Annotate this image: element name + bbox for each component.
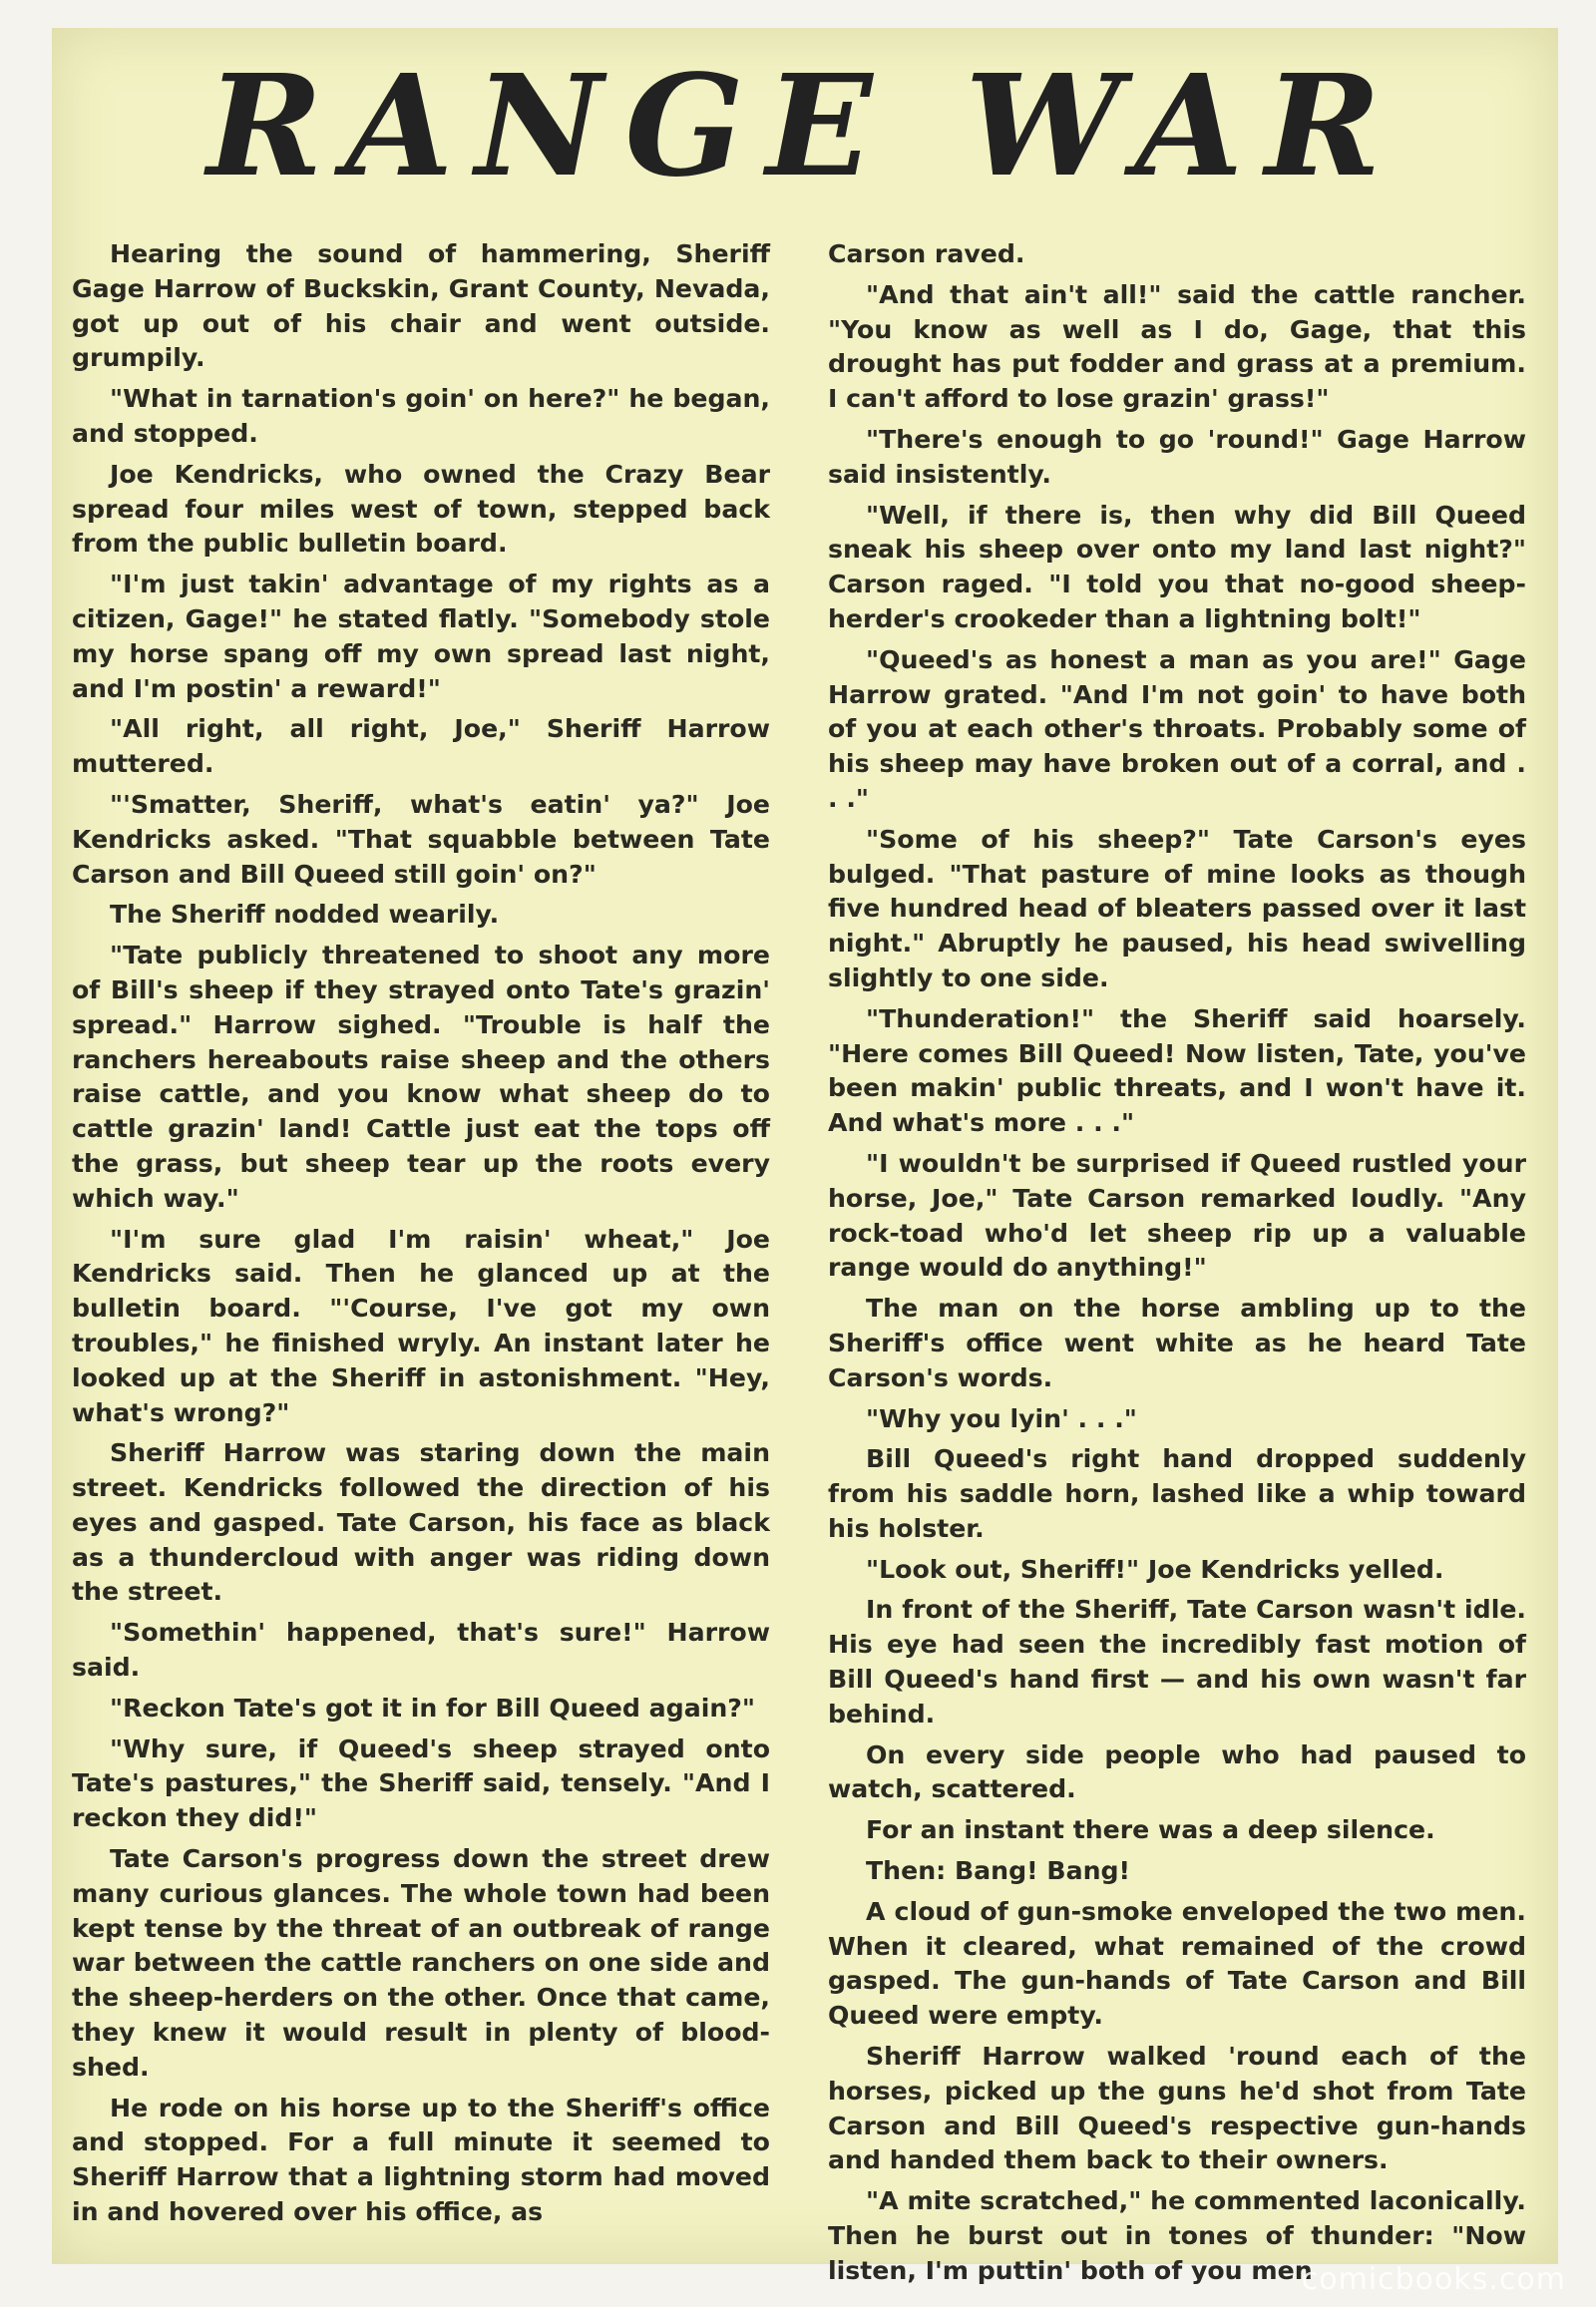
- paragraph: Carson raved.: [828, 239, 1025, 268]
- paragraph: On every side people who had paused to watch, scattered.: [828, 1739, 1526, 1804]
- paragraph: "What in tarnation's goin' on here?" he began, and stopped.: [72, 384, 770, 448]
- paragraph: Sheriff Harrow walked 'round each of the horses, picked up the guns he'd shot from Tate Carson and Bill Queed's respective gun-hands and handed them back to their owners.: [828, 2042, 1526, 2175]
- paragraph: He rode on his horse up to the Sheriff's office and stopped. For a full minute it seemed to Sheriff Harrow that a lightning storm had moved in and hovered over his office, as: [72, 2093, 770, 2227]
- paragraph: The man on the horse ambling up to the Sheriff's office went white as he heard Tate Carson's words.: [828, 1294, 1526, 1392]
- paragraph: Joe Kendricks, who owned the Crazy Bear spread four miles west of town, stepped back from the public bulletin board.: [72, 459, 770, 559]
- paragraph: "Look out, Sheriff!" Joe Kendricks yelled.: [866, 1554, 1444, 1584]
- paragraph: Tate Carson's progress down the street drew many curious glances. The whole town had been kept tense by the threat of an outbreak of range war between the cattle ranchers on one side and the sheep-herders on the other. Once that came, they knew it would result in plenty of blood-shed.: [72, 1844, 770, 2082]
- paragraph: "Somethin' happened, that's sure!" Harrow said.: [72, 1618, 770, 1683]
- paragraph: "Queed's as honest a man as you are!" Gage Harrow grated. "And I'm not goin' to have both of you at each other's throats. Probably some of his sheep may have broken out of a corral, and . . .": [828, 644, 1526, 813]
- paragraph: "Tate publicly threatened to shoot any more of Bill's sheep if they strayed onto Tate's grazin' spread." Harrow sighed. "Trouble is half the ranchers hereabouts raise sheep and the others raise cattle, and you know what sheep do to cattle grazin' land! Cattle just eat the tops off the grass, but sheep tear up the roots every which way.": [72, 941, 770, 1213]
- paragraph: Then: Bang! Bang!: [866, 1856, 1131, 1886]
- paragraph: "Well, if there is, then why did Bill Queed sneak his sheep over onto my land last night?" Carson raged. "I told you that no-good sheep-herder's crookeder than a lightning bolt!": [828, 500, 1526, 633]
- paragraph: "A mite scratched," he commented laconically. Then he burst out in tones of thunder: "Now listen, I'm puttin' both of you men: [828, 2186, 1526, 2285]
- right-column: [828, 237, 1526, 2295]
- left-column: [72, 237, 770, 2236]
- paragraph: Bill Queed's right hand dropped suddenly from his saddle horn, lashed like a whip toward his holster.: [828, 1444, 1526, 1543]
- paragraph: "Thunderation!" the Sheriff said hoarsely. "Here comes Bill Queed! Now listen, Tate, you've been makin' public threats, and I won't have it. And what's more . . .": [828, 1003, 1526, 1138]
- paragraph: "I'm sure glad I'm raisin' wheat," Joe Kendricks said. Then he glanced up at the bulletin board. "'Course, I've got my own troubles," he finished wryly. An instant later he looked up at the Sheriff in astonishment. "Hey, what's wrong?": [72, 1224, 770, 1427]
- paragraph: In front of the Sheriff, Tate Carson wasn't idle. His eye had seen the incredibly fast motion of Bill Queed's hand first — and his own wasn't far behind.: [828, 1595, 1526, 1729]
- paragraph: A cloud of gun-smoke enveloped the two men. When it cleared, what remained of the crowd gasped. The gun-hands of Tate Carson and Bill Queed were empty.: [828, 1896, 1526, 2031]
- paragraph: "I wouldn't be surprised if Queed rustled your horse, Joe," Tate Carson remarked loudly. "Any rock-toad who'd let sheep rip up a valuable range would do anything!": [828, 1148, 1526, 1283]
- paragraph: "I'm just takin' advantage of my rights as a citizen, Gage!" he stated flatly. "Somebody stole my horse spang off my own spread last night, and I'm postin' a reward!": [72, 570, 770, 703]
- paragraph: "'Smatter, Sheriff, what's eatin' ya?" Joe Kendricks asked. "That squabble between Tate Carson and Bill Queed still goin' on?": [72, 789, 770, 889]
- paragraph: "There's enough to go 'round!" Gage Harrow said insistently.: [828, 424, 1526, 489]
- paragraph: "Why sure, if Queed's sheep strayed onto Tate's pastures," the Sheriff said, tensely. "And I reckon they did!": [72, 1733, 770, 1833]
- paragraph: "All right, all right, Joe," Sheriff Harrow muttered.: [72, 714, 770, 779]
- paragraph: "Some of his sheep?" Tate Carson's eyes bulged. "That pasture of mine looks as though five hundred head of bleaters passed over it last night." Abruptly he paused, his head swivelling slightly to one side.: [828, 824, 1526, 992]
- paragraph: Sheriff Harrow was staring down the main street. Kendricks followed the direction of his eyes and gasped. Tate Carson, his face as black as a thundercloud with anger was riding down the street.: [72, 1438, 770, 1607]
- paragraph: "And that ain't all!" said the cattle rancher. "You know as well as I do, Gage, that this drought has put fodder and grass at a premium. I can't afford to lose grazin' grass!": [828, 279, 1526, 414]
- paragraph: The Sheriff nodded wearily.: [110, 900, 500, 930]
- paragraph: Hearing the sound of hammering, Sheriff Gage Harrow of Buckskin, Grant County, Nevada, got up out of his chair and went outside. grumpily.: [72, 239, 770, 373]
- watermark: comicbooks.com: [1301, 2262, 1566, 2297]
- paragraph: "Why you lyin' . . .": [866, 1403, 1137, 1433]
- paragraph: "Reckon Tate's got it in for Bill Queed again?": [110, 1693, 756, 1723]
- story-title: RANGE WAR: [206, 45, 1403, 208]
- paragraph: For an instant there was a deep silence.: [866, 1815, 1435, 1845]
